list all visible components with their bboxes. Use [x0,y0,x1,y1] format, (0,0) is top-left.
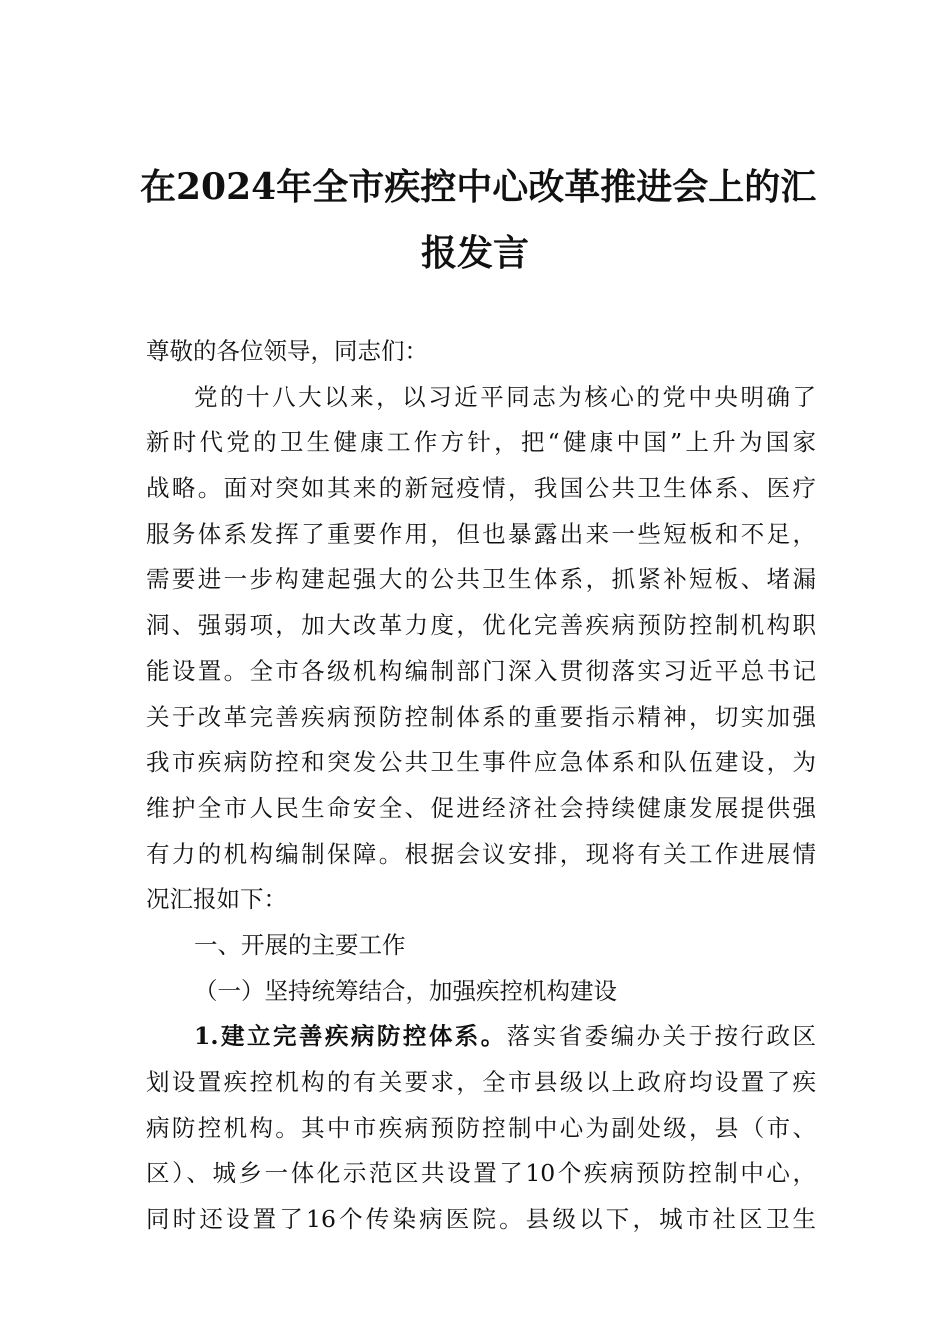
intro-line: 有力的机构编制保障。根据会议安排，现将有关工作进展情 [146,839,816,868]
document-body [146,329,816,1243]
subsection-1-heading: （一）坚持统筹结合，加强疾控机构建设 [194,976,617,1005]
section-heading [146,923,816,969]
intro-line: 战略。面对突如其来的新冠疫情，我国公共卫生体系、医疗 [146,474,816,503]
item-1-lead: 1.建立完善疾病防控体系。 [194,1022,507,1051]
title-line-1: 在2024年全市疾控中心改革推进会上的汇 [140,166,817,208]
document-title [140,154,817,286]
salutation [146,329,816,375]
intro-line: 维护全市人民生命安全、促进经济社会持续健康发展提供强 [146,793,816,822]
salutation-line: 尊敬的各位领导，同志们： [146,337,428,365]
intro-line: 洞、强弱项，加大改革力度，优化完善疾病预防控制机构职 [146,611,816,640]
intro-line: 能设置。全市各级机构编制部门深入贯彻落实习近平总书记 [146,656,816,685]
intro-line: 况汇报如下： [146,885,287,914]
intro-line: 需要进一步构建起强大的公共卫生体系，抓紧补短板、堵漏 [146,565,816,594]
section-1-heading: 一、开展的主要工作 [194,930,406,959]
item-1-line: 划设置疾控机构的有关要求，全市县级以上政府均设置了疾 [146,1068,816,1096]
item-1-line: 同时还设置了16个传染病医院。县级以下，城市社区卫生 [146,1205,816,1234]
item-1-first-line [146,1014,816,1060]
subsection-heading [146,969,816,1015]
intro-line: 我市疾病防控和突发公共卫生事件应急体系和队伍建设，为 [146,748,816,777]
item-1-line: 病防控机构。其中市疾病预防控制中心为副处级，县（市、 [146,1113,816,1142]
intro-line: 关于改革完善疾病预防控制体系的重要指示精神，切实加强 [146,702,816,731]
intro-line: 党的十八大以来，以习近平同志为核心的党中央明确了 [194,382,816,411]
intro-paragraph [146,375,816,923]
item-1-line: 区）、城乡一体化示范区共设置了10个疾病预防控制中心， [146,1159,816,1188]
item-1-paragraph [146,1014,816,1242]
title-line-2: 报发言 [420,232,529,274]
intro-line: 服务体系发挥了重要作用，但也暴露出来一些短板和不足， [146,519,816,548]
intro-line: 新时代党的卫生健康工作方针，把“健康中国”上升为国家 [146,428,816,457]
item-1-first-rest: 落实省委编办关于按行政区 [506,1022,816,1051]
